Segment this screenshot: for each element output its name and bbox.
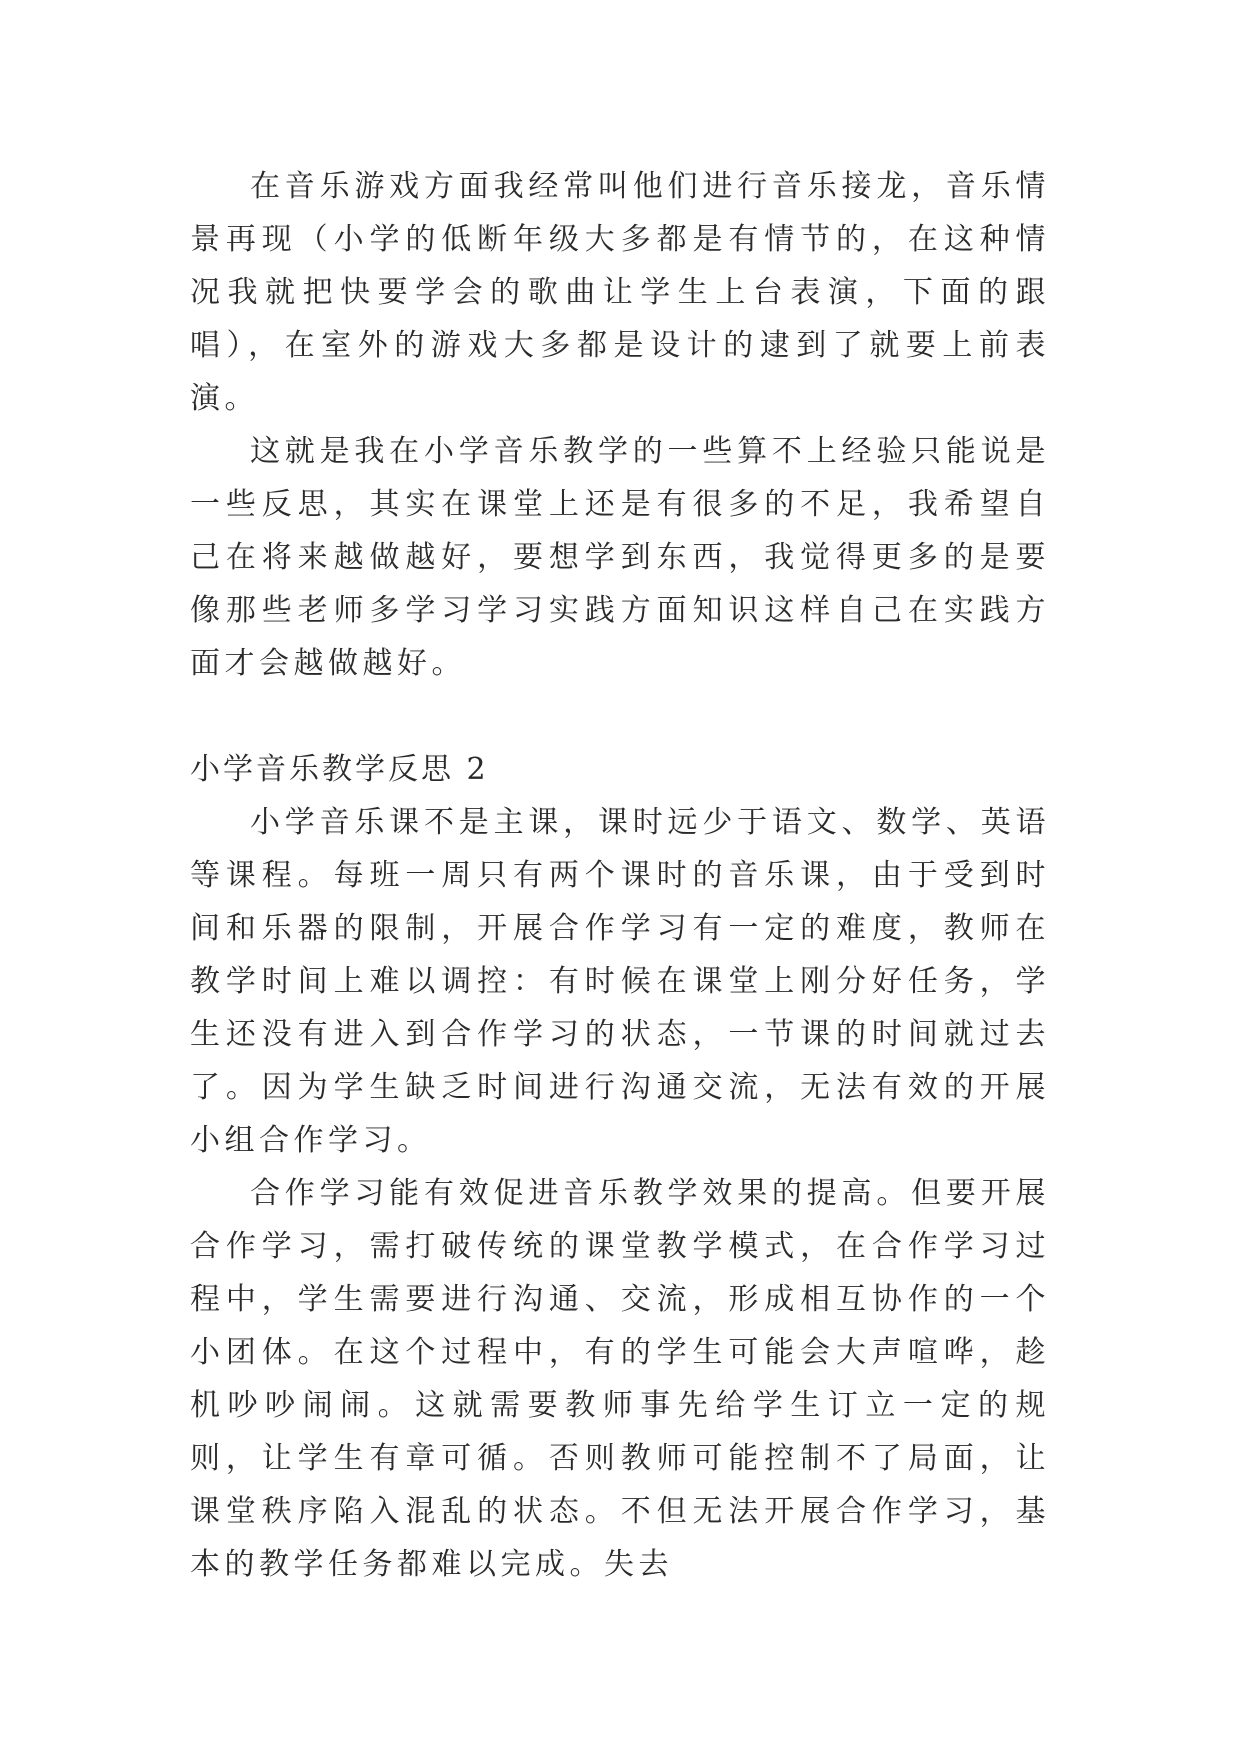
section-heading: 小学音乐教学反思 2 — [190, 752, 489, 787]
paragraph-class-hours: 小学音乐课不是主课，课时远少于语文、数学、英语等课程。每班一周只有两个课时的音乐课，由于受到时间和乐器的限制，开展合作学习有一定的难度，教师在教学时间上难以调控：有时候在课堂上刚分好任务，学生还没有进入到合作学习的状态，一节课的时间就过去了。因为学生缺乏时间进行沟通交流，无法有效的开展小组合作学习。 — [190, 805, 1050, 1158]
paragraph-music-games: 在音乐游戏方面我经常叫他们进行音乐接龙，音乐情景再现（小学的低断年级大多都是有情节的，在这种情况我就把快要学会的歌曲让学生上台表演，下面的跟唱），在室外的游戏大多都是设计的逮到了就要上前表演。 — [190, 169, 1050, 416]
document-body — [190, 160, 1050, 1591]
paragraph-reflection-summary: 这就是我在小学音乐教学的一些算不上经验只能说是一些反思，其实在课堂上还是有很多的不足，我希望自己在将来越做越好，要想学到东西，我觉得更多的是要像那些老师多学习学习实践方面知识这样自己在实践方面才会越做越好。 — [190, 434, 1050, 681]
paragraph-cooperative-learning: 合作学习能有效促进音乐教学效果的提高。但要开展合作学习，需打破传统的课堂教学模式，在合作学习过程中，学生需要进行沟通、交流，形成相互协作的一个小团体。在这个过程中，有的学生可能会大声喧哗，趁机吵吵闹闹。这就需要教师事先给学生订立一定的规则，让学生有章可循。否则教师可能控制不了局面，让课堂秩序陷入混乱的状态。不但无法开展合作学习，基本的教学任务都难以完成。失去 — [190, 1176, 1050, 1582]
